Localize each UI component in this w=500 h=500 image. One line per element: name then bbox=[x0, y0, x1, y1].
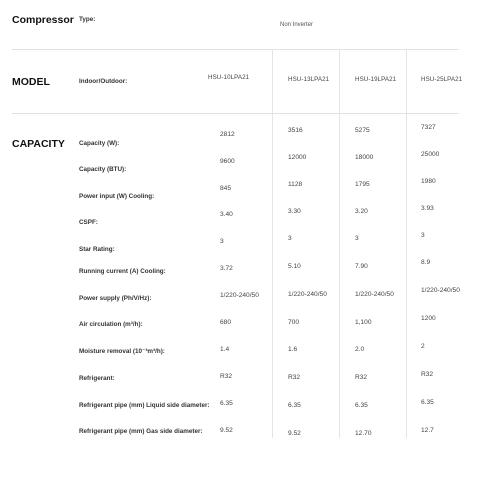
model-value-4: HSU-25LPA21 bbox=[421, 76, 463, 83]
capacity-heading: CAPACITY bbox=[12, 138, 65, 150]
spec-value: 6.35 bbox=[355, 402, 368, 409]
spec-label-moisture-removal: Moisture removal (10⁻³m³/h): bbox=[79, 348, 165, 355]
spec-value: 6.35 bbox=[421, 399, 434, 406]
spec-value: 3 bbox=[355, 235, 359, 242]
section-divider-top bbox=[12, 49, 459, 50]
spec-label-power-supply: Power supply (Ph/V/Hz): bbox=[79, 295, 152, 302]
spec-value: 3 bbox=[220, 238, 224, 245]
column-divider-1 bbox=[272, 50, 273, 438]
spec-value: 3 bbox=[288, 235, 292, 242]
spec-value: 3.20 bbox=[355, 208, 368, 215]
column-divider-2 bbox=[339, 50, 340, 438]
model-value-3: HSU-19LPA21 bbox=[355, 76, 397, 83]
compressor-heading: Compressor bbox=[12, 14, 74, 26]
model-value-2: HSU-13LPA21 bbox=[288, 76, 330, 83]
spec-value: 2.0 bbox=[355, 346, 365, 353]
spec-label-gas-pipe: Refrigerant pipe (mm) Gas side diameter: bbox=[79, 428, 203, 435]
spec-value: 1200 bbox=[421, 315, 436, 322]
spec-value: 7327 bbox=[421, 124, 436, 131]
spec-value: 12.70 bbox=[355, 430, 372, 437]
spec-value: 1/220-240/50 bbox=[288, 291, 327, 298]
spec-value: 6.35 bbox=[220, 400, 233, 407]
model-value-1: HSU-10LPA21 bbox=[208, 74, 250, 81]
spec-value: 680 bbox=[220, 319, 232, 326]
spec-value: 1.4 bbox=[220, 346, 230, 353]
spec-label-liquid-pipe: Refrigerant pipe (mm) Liquid side diameter: bbox=[79, 402, 210, 409]
spec-value: 5.10 bbox=[288, 263, 301, 270]
spec-value: 845 bbox=[220, 185, 232, 192]
spec-value: 12.7 bbox=[421, 427, 434, 434]
spec-value: 1795 bbox=[355, 181, 370, 188]
spec-value: 6.35 bbox=[288, 402, 301, 409]
spec-label-refrigerant: Refrigerant: bbox=[79, 375, 115, 382]
spec-value: 18000 bbox=[355, 154, 374, 161]
spec-value: R32 bbox=[355, 374, 368, 381]
spec-value: 1128 bbox=[288, 181, 303, 188]
spec-value: R32 bbox=[220, 373, 233, 380]
spec-value: 2812 bbox=[220, 131, 235, 138]
section-divider-model bbox=[12, 113, 459, 114]
spec-label-capacity-btu: Capacity (BTU): bbox=[79, 166, 127, 173]
spec-value: R32 bbox=[421, 371, 434, 378]
compressor-type-label: Type: bbox=[79, 16, 96, 23]
spec-label-cspf: CSPF: bbox=[79, 219, 98, 226]
spec-value: 25000 bbox=[421, 151, 440, 158]
spec-value: 9.52 bbox=[288, 430, 301, 437]
spec-value: 1/220-240/50 bbox=[220, 292, 259, 299]
spec-value: 3.40 bbox=[220, 211, 233, 218]
spec-value: 9600 bbox=[220, 158, 235, 165]
spec-value: 2 bbox=[421, 343, 425, 350]
spec-label-star-rating: Star Rating: bbox=[79, 246, 115, 253]
spec-label-air-circulation: Air circulation (m³/h): bbox=[79, 321, 143, 328]
spec-value: 1/220-240/50 bbox=[421, 287, 460, 294]
spec-label-power-input: Power input (W) Cooling: bbox=[79, 193, 155, 200]
spec-label-capacity-w: Capacity (W): bbox=[79, 140, 120, 147]
spec-value: 1980 bbox=[421, 178, 436, 185]
spec-value: 3.30 bbox=[288, 208, 301, 215]
spec-value: 9.52 bbox=[220, 427, 233, 434]
spec-value: 1.6 bbox=[288, 346, 298, 353]
spec-value: 5275 bbox=[355, 127, 370, 134]
spec-value: R32 bbox=[288, 374, 301, 381]
spec-value: 3516 bbox=[288, 127, 303, 134]
spec-value: 700 bbox=[288, 319, 300, 326]
spec-label-running-current: Running current (A) Cooling: bbox=[79, 268, 166, 275]
spec-value: 12000 bbox=[288, 154, 307, 161]
model-heading: MODEL bbox=[12, 76, 50, 88]
spec-value: 8.9 bbox=[421, 259, 431, 266]
spec-value: 3 bbox=[421, 232, 425, 239]
model-label: Indoor/Outdoor: bbox=[79, 78, 128, 85]
compressor-type-value: Non Inverter bbox=[280, 22, 314, 28]
spec-value: 1/220-240/50 bbox=[355, 291, 394, 298]
column-divider-3 bbox=[406, 50, 407, 438]
spec-value: 3.72 bbox=[220, 265, 233, 272]
spec-value: 1,100 bbox=[355, 319, 372, 326]
spec-value: 7.90 bbox=[355, 263, 368, 270]
spec-value: 3.93 bbox=[421, 205, 434, 212]
